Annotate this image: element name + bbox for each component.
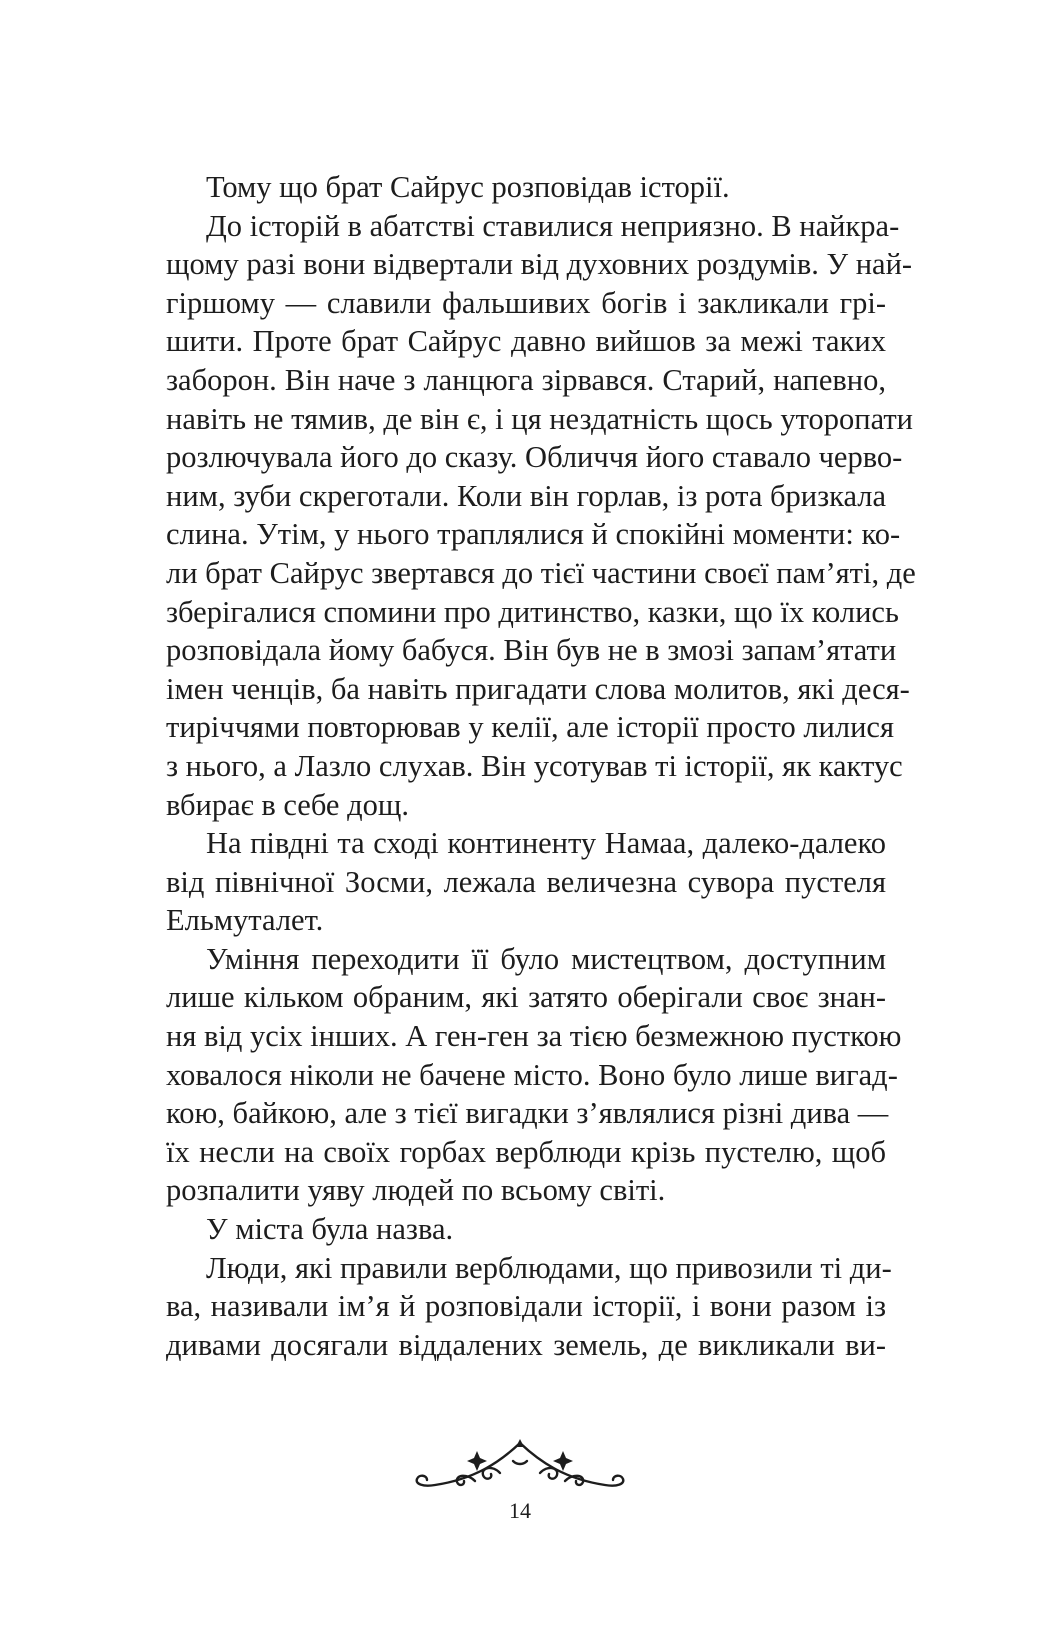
text-line: розповідала йому бабуся. Він був не в змозі запам’ятати [166,633,897,668]
page-number: 14 [509,1498,531,1523]
text-line: зберігалися спомини про дитинство, казки, що їх колись [166,594,899,629]
text-line: щому разі вони відвертали від духовних роздумів. У най- [166,247,913,282]
text-line: кою, байкою, але з тієї вигадки з’являлися різні дива — [166,1096,889,1131]
body-text [166,168,916,1364]
text-line: лише кільком обраним, які затято оберігали своє знан- [166,980,886,1015]
text-line: Люди, які правили верблюдами, що привозили ті ди- [206,1250,892,1285]
text-line: розлючувала його до сказу. Обличчя його ставало черво- [166,440,903,475]
scroll-flourish-ornament-icon [405,1437,635,1497]
text-line: Ельмуталет. [166,903,324,938]
text-line: Тому що брат Сайрус розповідав історії. [206,170,730,204]
text-line: вбирає в себе дощ. [166,787,409,822]
text-line: від північної Зосми, лежала величезна сувора пустеля [166,864,886,899]
text-line: Уміння переходити її було мистецтвом, доступним [206,941,886,976]
text-line: гіршому — славили фальшивих богів і закликали грі- [166,285,886,320]
text-line: з нього, а Лазло слухав. Він усотував ті історії, як кактус [166,748,903,783]
text-line: ня від усіх інших. А ген-ген за тією безмежною пусткою [166,1019,902,1054]
text-line: слина. Утім, у нього траплялися й спокійні моменти: ко- [166,517,901,552]
text-line: ли брат Сайрус звертався до тієї частини своєї пам’яті, де [166,555,916,590]
text-line: ва, називали ім’я й розповідали історії, і вони разом із [166,1289,886,1324]
text-line: їх несли на своїх горбах верблюди крізь пустелю, щоб [166,1134,886,1169]
text-line: заборон. Він наче з ланцюга зірвався. Старий, напевно, [166,362,886,397]
text-line: ним, зуби скреготали. Коли він горлав, із рота бризкала [166,478,887,513]
text-line: імен ченців, ба навіть пригадати слова молитов, які деся- [166,671,910,706]
text-line: У міста була назва. [206,1212,454,1247]
text-line: розпалити уяву людей по всьому світі. [166,1173,666,1208]
text-line: ховалося ніколи не бачене місто. Воно було лише вигад- [166,1057,898,1092]
text-line: тиріччями повторював у келії, але історії просто лилися [166,710,894,745]
text-line: До історій в абатстві ставилися неприязно. В найкра- [206,208,900,243]
text-line: шити. Проте брат Сайрус давно вийшов за межі таких [166,324,886,359]
text-line: дивами досягали віддалених земель, де викликали ви- [166,1327,886,1362]
text-line: На півдні та сході континенту Намаа, далеко-далеко [206,826,886,861]
text-line: навіть не тямив, де він є, і ця нездатність щось уторопати [166,401,913,436]
